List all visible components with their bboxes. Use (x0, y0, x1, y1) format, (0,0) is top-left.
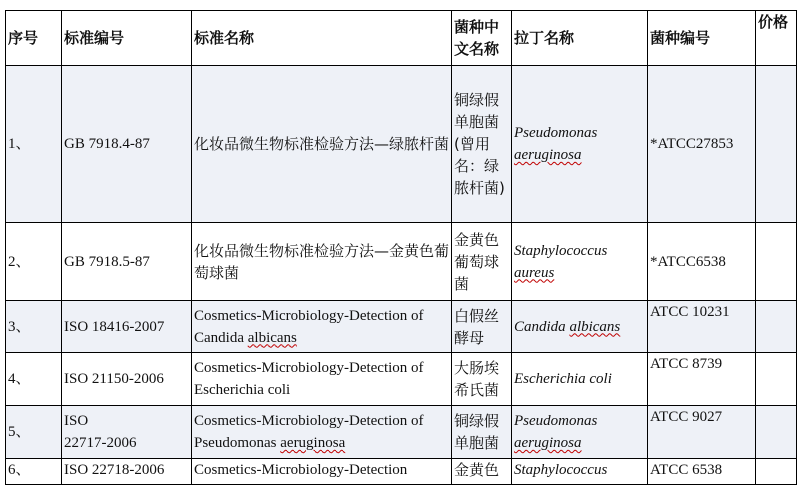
header-strain-no: 菌种编号 (648, 11, 756, 66)
std-name-text: Cosmetics-Microbiology-Detection of Pseudomonas (194, 413, 424, 451)
cell-latin (512, 223, 648, 301)
cell-index: 4、 (6, 353, 62, 406)
cell-cn-name: 金黄色葡萄球菌 (452, 223, 512, 301)
cell-std-no: ISO 22718-2006 (62, 459, 192, 485)
cell-price (756, 353, 797, 406)
cell-strain-no: ATCC 6538 (648, 459, 756, 485)
cell-price (756, 406, 797, 459)
cell-strain-no: ATCC 10231 (648, 301, 756, 353)
cell-cn-name: 铜绿假单胞菌 (452, 406, 512, 459)
cell-latin (512, 353, 648, 406)
cell-cn-name: 大肠埃希氏菌 (452, 353, 512, 406)
cell-std-no: GB 7918.5-87 (62, 223, 192, 301)
header-cn-name: 菌种中文名称 (452, 11, 512, 66)
cell-std-no (62, 406, 192, 459)
cell-std-name (192, 301, 452, 353)
latin-species: aeruginosa (514, 147, 582, 163)
table-row (6, 223, 797, 301)
cell-latin (512, 301, 648, 353)
header-std-no: 标准编号 (62, 11, 192, 66)
latin-genus: Escherichia coli (514, 371, 612, 387)
cell-cn-name: 铜绿假单胞菌(曾用名：绿脓杆菌) (452, 66, 512, 223)
std-name-squig: albicans (247, 329, 297, 346)
cell-strain-no: *ATCC6538 (648, 223, 756, 301)
cell-price (756, 459, 797, 485)
cell-std-name: Cosmetics-Microbiology-Detection (192, 459, 452, 485)
table-row (6, 66, 797, 223)
cell-latin (512, 459, 648, 485)
cell-std-no: ISO 21150-2006 (62, 353, 192, 406)
latin-genus: Staphylococcus (514, 462, 608, 478)
std-no-line2: 22717-2006 (64, 435, 137, 451)
cell-strain-no: *ATCC27853 (648, 66, 756, 223)
cell-std-name: 化妆品微生物标准检验方法—金黄色葡萄球菌 (192, 223, 452, 301)
table-row (6, 353, 797, 406)
latin-species: aureus (514, 264, 555, 281)
cell-std-no: ISO 18416-2007 (62, 301, 192, 353)
cell-index: 3、 (6, 301, 62, 353)
latin-genus: Pseudomonas (514, 125, 598, 141)
table-row (6, 459, 797, 485)
header-price: 价格 (756, 11, 797, 66)
cell-std-name: 化妆品微生物标准检验方法—绿脓杆菌 (192, 66, 452, 223)
cell-price (756, 223, 797, 301)
cell-std-name: Cosmetics-Microbiology-Detection of Escherichia coli (192, 353, 452, 406)
cell-index: 1、 (6, 66, 62, 223)
cell-strain-no: ATCC 8739 (648, 353, 756, 406)
latin-genus: Pseudomonas (514, 413, 598, 429)
cell-std-no: GB 7918.4-87 (62, 66, 192, 223)
cell-index: 5、 (6, 406, 62, 459)
header-latin: 拉丁名称 (512, 11, 648, 66)
cell-index: 2、 (6, 223, 62, 301)
cell-latin (512, 406, 648, 459)
cell-std-name (192, 406, 452, 459)
latin-genus: Candida (514, 318, 566, 335)
latin-species: aeruginosa (514, 435, 582, 451)
std-no-line1: ISO (64, 413, 89, 429)
std-name-squig: aeruginosa (280, 435, 346, 451)
table-row (6, 301, 797, 353)
latin-species: albicans (569, 318, 621, 335)
cell-latin (512, 66, 648, 223)
cell-price (756, 301, 797, 353)
header-row (6, 11, 797, 66)
header-index: 序号 (6, 11, 62, 66)
table-row (6, 406, 797, 459)
cell-cn-name: 白假丝酵母 (452, 301, 512, 353)
latin-genus: Staphylococcus (514, 242, 608, 259)
cell-cn-name: 金黄色 (452, 459, 512, 485)
header-std-name: 标准名称 (192, 11, 452, 66)
cell-index: 6、 (6, 459, 62, 485)
standards-table (5, 10, 797, 485)
cell-price (756, 66, 797, 223)
std-name-text: Cosmetics-Microbiology-Detection of Candida (194, 307, 424, 346)
cell-strain-no: ATCC 9027 (648, 406, 756, 459)
